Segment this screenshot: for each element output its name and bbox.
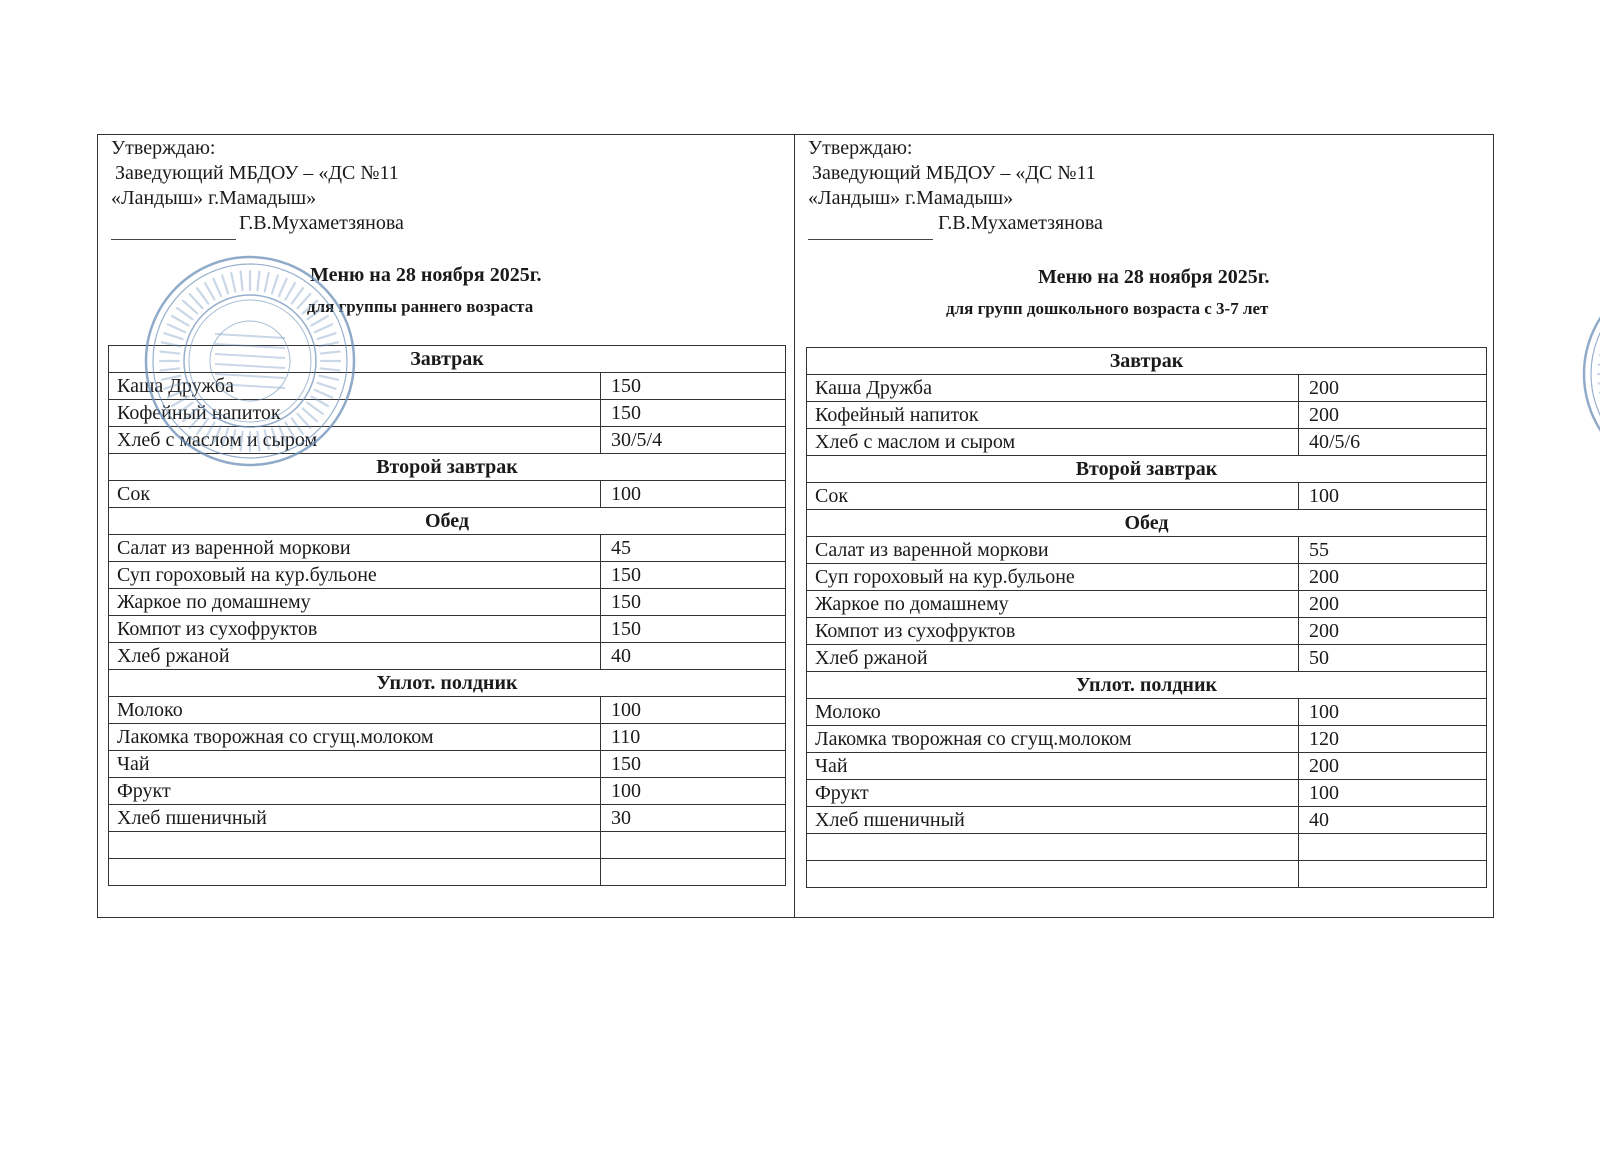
menu-item-row bbox=[807, 726, 1487, 753]
section-name: Завтрак bbox=[807, 348, 1487, 375]
dish-portion: 200 bbox=[1299, 564, 1487, 591]
approval-institution: «Ландыш» г.Мамадыш» bbox=[808, 187, 1014, 209]
menu-item-row bbox=[109, 724, 786, 751]
section-name: Обед bbox=[109, 508, 786, 535]
menu-item-row bbox=[807, 402, 1487, 429]
section-name: Уплот. полдник bbox=[109, 670, 786, 697]
menu-item-row bbox=[807, 834, 1487, 861]
signature-line bbox=[111, 239, 236, 240]
section-header-row bbox=[807, 510, 1487, 537]
dish-name bbox=[807, 834, 1299, 861]
menu-item-row bbox=[109, 778, 786, 805]
approval-position: Заведующий МБДОУ – «ДС №11 bbox=[812, 162, 1096, 184]
dish-portion: 150 bbox=[601, 751, 786, 778]
dish-portion: 150 bbox=[601, 589, 786, 616]
menu-item-row bbox=[807, 753, 1487, 780]
approval-heading: Утверждаю: bbox=[111, 137, 216, 159]
dish-portion bbox=[1299, 861, 1487, 888]
dish-portion: 30/5/4 bbox=[601, 427, 786, 454]
menu-item-row bbox=[109, 832, 786, 859]
approval-block bbox=[111, 136, 404, 236]
approval-position: Заведующий МБДОУ – «ДС №11 bbox=[115, 162, 399, 184]
dish-name: Молоко bbox=[807, 699, 1299, 726]
menu-table bbox=[108, 345, 786, 886]
menu-item-row bbox=[807, 375, 1487, 402]
menu-item-row bbox=[109, 427, 786, 454]
menu-item-row bbox=[109, 589, 786, 616]
dish-name: Фрукт bbox=[807, 780, 1299, 807]
dish-portion bbox=[601, 859, 786, 886]
menu-item-row bbox=[109, 481, 786, 508]
menu-item-row bbox=[807, 861, 1487, 888]
dish-portion: 150 bbox=[601, 373, 786, 400]
approval-institution: «Ландыш» г.Мамадыш» bbox=[111, 187, 317, 209]
dish-name: Лакомка творожная со сгущ.молоком bbox=[109, 724, 601, 751]
approval-signer: Г.В.Мухаметзянова bbox=[239, 212, 404, 234]
dish-name: Чай bbox=[109, 751, 601, 778]
menu-item-row bbox=[109, 859, 786, 886]
dish-portion: 100 bbox=[1299, 780, 1487, 807]
menu-item-row bbox=[109, 616, 786, 643]
section-name: Второй завтрак bbox=[807, 456, 1487, 483]
menu-item-row bbox=[807, 564, 1487, 591]
dish-portion: 150 bbox=[601, 562, 786, 589]
round-seal-stamp-icon bbox=[1581, 267, 1600, 481]
dish-portion: 150 bbox=[601, 400, 786, 427]
dish-name bbox=[109, 859, 601, 886]
dish-name: Суп гороховый на кур.бульоне bbox=[109, 562, 601, 589]
menu-item-row bbox=[109, 562, 786, 589]
dish-name bbox=[109, 832, 601, 859]
menu-item-row bbox=[807, 807, 1487, 834]
dish-name: Хлеб ржаной bbox=[807, 645, 1299, 672]
dish-name: Компот из сухофруктов bbox=[807, 618, 1299, 645]
dish-name: Кофейный напиток bbox=[109, 400, 601, 427]
dish-name: Салат из варенной моркови bbox=[109, 535, 601, 562]
menu-subtitle: для групп дошкольного возраста с 3-7 лет bbox=[946, 299, 1269, 318]
dish-name: Хлеб ржаной bbox=[109, 643, 601, 670]
dish-name: Молоко bbox=[109, 697, 601, 724]
menu-item-row bbox=[807, 537, 1487, 564]
dish-portion: 40/5/6 bbox=[1299, 429, 1487, 456]
section-header-row bbox=[807, 348, 1487, 375]
dish-portion: 100 bbox=[1299, 483, 1487, 510]
approval-block bbox=[808, 136, 1103, 236]
dish-name: Чай bbox=[807, 753, 1299, 780]
dish-name: Сок bbox=[807, 483, 1299, 510]
section-header-row bbox=[109, 508, 786, 535]
section-name: Второй завтрак bbox=[109, 454, 786, 481]
dish-portion bbox=[1299, 834, 1487, 861]
menu-item-row bbox=[109, 751, 786, 778]
dish-name: Салат из варенной моркови bbox=[807, 537, 1299, 564]
menu-item-row bbox=[807, 591, 1487, 618]
dish-portion: 100 bbox=[601, 778, 786, 805]
menu-item-row bbox=[807, 618, 1487, 645]
menu-item-row bbox=[109, 805, 786, 832]
menu-item-row bbox=[807, 483, 1487, 510]
dish-portion: 100 bbox=[601, 481, 786, 508]
approval-signer: Г.В.Мухаметзянова bbox=[938, 212, 1103, 234]
dish-name: Каша Дружба bbox=[807, 375, 1299, 402]
dish-portion: 40 bbox=[1299, 807, 1487, 834]
dish-portion: 55 bbox=[1299, 537, 1487, 564]
section-header-row bbox=[109, 670, 786, 697]
dish-portion: 200 bbox=[1299, 591, 1487, 618]
dish-name: Хлеб пшеничный bbox=[109, 805, 601, 832]
menu-title: Меню на 28 ноября 2025г. bbox=[310, 264, 542, 286]
dish-name: Фрукт bbox=[109, 778, 601, 805]
section-header-row bbox=[109, 346, 786, 373]
menu-item-row bbox=[109, 535, 786, 562]
menu-item-row bbox=[807, 429, 1487, 456]
dish-portion: 45 bbox=[601, 535, 786, 562]
dish-name: Каша Дружба bbox=[109, 373, 601, 400]
dish-portion: 200 bbox=[1299, 402, 1487, 429]
dish-name: Жаркое по домашнему bbox=[109, 589, 601, 616]
dish-portion: 110 bbox=[601, 724, 786, 751]
dish-portion: 150 bbox=[601, 616, 786, 643]
dish-name: Сок bbox=[109, 481, 601, 508]
section-name: Завтрак bbox=[109, 346, 786, 373]
dish-portion: 120 bbox=[1299, 726, 1487, 753]
menu-subtitle: для группы раннего возраста bbox=[307, 297, 534, 316]
dish-name: Хлеб с маслом и сыром bbox=[807, 429, 1299, 456]
dish-portion: 200 bbox=[1299, 753, 1487, 780]
menu-item-row bbox=[109, 373, 786, 400]
dish-name: Компот из сухофруктов bbox=[109, 616, 601, 643]
section-name: Обед bbox=[807, 510, 1487, 537]
menu-table bbox=[806, 347, 1487, 888]
dish-portion: 50 bbox=[1299, 645, 1487, 672]
section-header-row bbox=[807, 672, 1487, 699]
menu-item-row bbox=[109, 697, 786, 724]
menu-item-row bbox=[807, 699, 1487, 726]
dish-name: Хлеб пшеничный bbox=[807, 807, 1299, 834]
dish-portion bbox=[601, 832, 786, 859]
dish-name: Хлеб с маслом и сыром bbox=[109, 427, 601, 454]
dish-name: Кофейный напиток bbox=[807, 402, 1299, 429]
dish-portion: 100 bbox=[601, 697, 786, 724]
dish-portion: 40 bbox=[601, 643, 786, 670]
menu-item-row bbox=[807, 645, 1487, 672]
dish-portion: 200 bbox=[1299, 375, 1487, 402]
dish-name: Жаркое по домашнему bbox=[807, 591, 1299, 618]
menu-item-row bbox=[109, 400, 786, 427]
menu-title: Меню на 28 ноября 2025г. bbox=[1038, 266, 1270, 288]
section-name: Уплот. полдник bbox=[807, 672, 1487, 699]
signature-line bbox=[808, 239, 933, 240]
dish-name: Суп гороховый на кур.бульоне bbox=[807, 564, 1299, 591]
menu-item-row bbox=[109, 643, 786, 670]
section-header-row bbox=[807, 456, 1487, 483]
menu-panel-preschool bbox=[795, 134, 1494, 918]
dish-portion: 200 bbox=[1299, 618, 1487, 645]
menu-item-row bbox=[807, 780, 1487, 807]
dish-portion: 100 bbox=[1299, 699, 1487, 726]
section-header-row bbox=[109, 454, 786, 481]
dish-name bbox=[807, 861, 1299, 888]
dish-name: Лакомка творожная со сгущ.молоком bbox=[807, 726, 1299, 753]
approval-heading: Утверждаю: bbox=[808, 137, 913, 159]
dish-portion: 30 bbox=[601, 805, 786, 832]
menu-panel-early-age bbox=[97, 134, 794, 918]
